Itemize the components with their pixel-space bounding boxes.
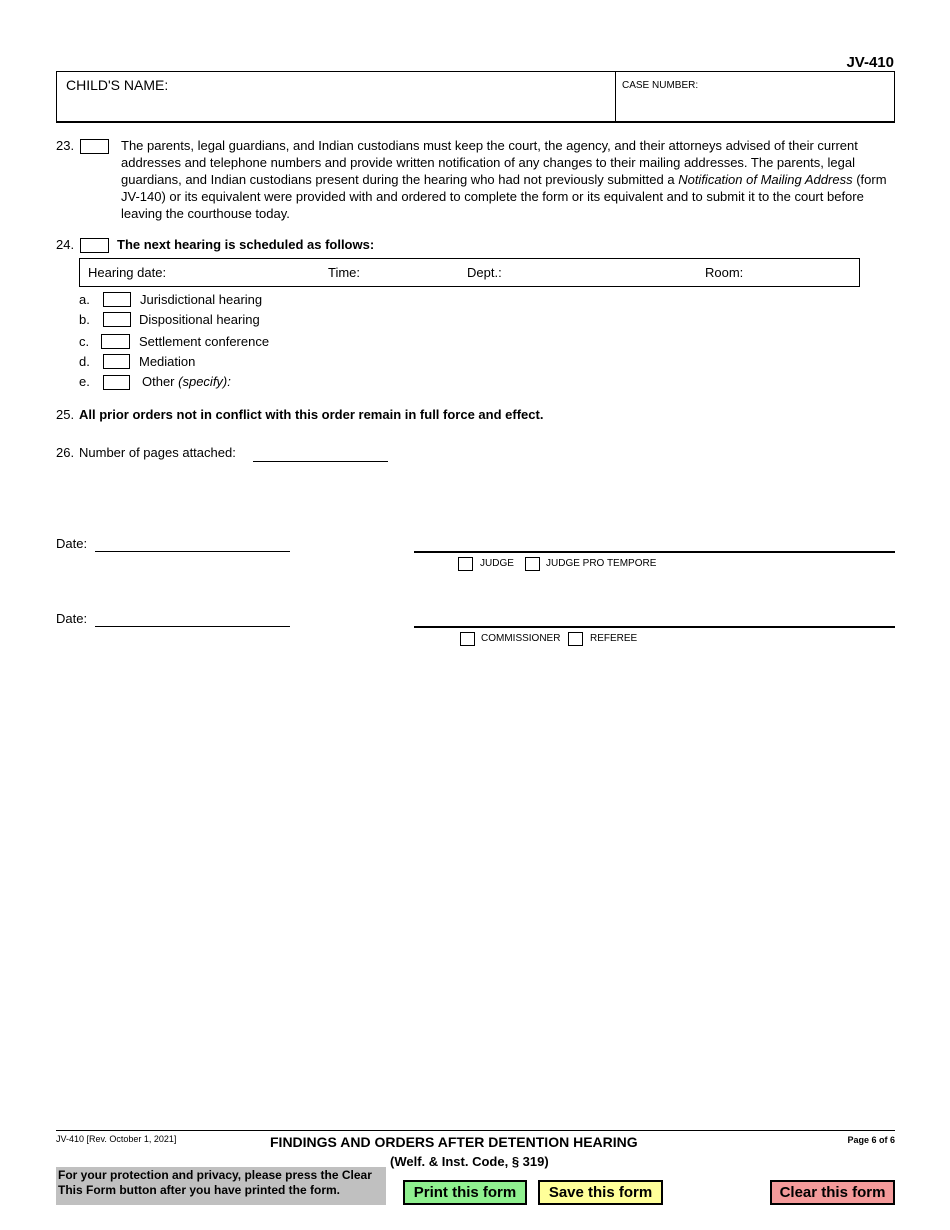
save-button[interactable]: Save this form xyxy=(538,1180,663,1205)
child-name-field[interactable] xyxy=(57,72,616,122)
judge-pro-tempore-label: JUDGE PRO TEMPORE xyxy=(546,558,657,569)
jurisdictional-hearing-checkbox[interactable] xyxy=(103,292,131,307)
item-26-label: Number of pages attached: xyxy=(79,445,236,460)
date-field-2[interactable] xyxy=(95,626,290,627)
hearing-details-box xyxy=(79,258,860,287)
header-box xyxy=(56,71,895,123)
judge-label: JUDGE xyxy=(480,558,514,569)
judge-pro-tempore-checkbox[interactable] xyxy=(525,557,540,571)
referee-label: REFEREE xyxy=(590,633,638,644)
pages-attached-field[interactable] xyxy=(253,461,388,462)
option-label: Settlement conference xyxy=(139,334,270,349)
item-26-number: 26. xyxy=(56,445,75,460)
date-label: Date: xyxy=(56,611,88,626)
referee-checkbox[interactable] xyxy=(568,632,583,646)
dept-label: Dept.: xyxy=(467,265,502,280)
mediation-checkbox[interactable] xyxy=(103,354,130,369)
item-23-text-part2: (form JV-140) or its equivalent were provided with and ordered to complete the form or its equivalent and to submit it to the court before leaving the courthouse today. xyxy=(121,172,887,221)
settlement-conference-checkbox[interactable] xyxy=(101,334,130,349)
judge-checkbox[interactable] xyxy=(458,557,473,571)
item-24-checkbox[interactable] xyxy=(80,238,109,253)
option-letter: e. xyxy=(79,374,90,389)
commissioner-label: COMMISSIONER xyxy=(481,633,561,644)
print-button[interactable]: Print this form xyxy=(403,1180,527,1205)
date-label: Date: xyxy=(56,536,88,551)
signature-line-1[interactable] xyxy=(414,551,895,553)
option-label: Jurisdictional hearing xyxy=(140,292,263,307)
item-23-text xyxy=(121,137,896,222)
hearing-date-label: Hearing date: xyxy=(88,265,167,280)
option-letter: b. xyxy=(79,312,90,327)
child-name-label: CHILD'S NAME: xyxy=(66,77,169,93)
option-label: Mediation xyxy=(139,354,196,369)
footer-revision: JV-410 [Rev. October 1, 2021] xyxy=(56,1134,177,1144)
other-checkbox[interactable] xyxy=(103,375,130,390)
specify-label: (specify): xyxy=(178,374,231,389)
item-24-number: 24. xyxy=(56,237,75,252)
other-label: Other xyxy=(142,374,175,389)
clear-button[interactable]: Clear this form xyxy=(770,1180,895,1205)
item-24-title: The next hearing is scheduled as follows: xyxy=(117,237,375,252)
case-number-label: CASE NUMBER: xyxy=(622,80,699,91)
item-23-text-italic: Notification of Mailing Address xyxy=(678,172,853,187)
item-25-text: All prior orders not in conflict with this order remain in full force and effect. xyxy=(79,407,544,422)
footer-title: FINDINGS AND ORDERS AFTER DETENTION HEARING xyxy=(270,1134,638,1150)
privacy-note: For your protection and privacy, please press the Clear This Form button after you have printed the form. xyxy=(56,1167,386,1205)
option-letter: c. xyxy=(79,334,90,349)
item-23-text-part1: The parents, legal guardians, and Indian custodians must keep the court, the agency, and their attorneys advised of their current addresses and telephone numbers and provide written notification of any changes to their mailing addresses. The parents, legal guardians, and Indian custodians present during the hearing who had not previously submitted a xyxy=(121,138,858,187)
form-code: JV-410 xyxy=(846,54,894,71)
case-number-field[interactable] xyxy=(616,72,894,122)
option-letter: d. xyxy=(79,354,90,369)
signature-line-2[interactable] xyxy=(414,626,895,628)
footer-code: (Welf. & Inst. Code, § 319) xyxy=(390,1154,549,1169)
option-label: Dispositional hearing xyxy=(139,312,260,327)
item-23-number: 23. xyxy=(56,138,75,153)
item-23-checkbox[interactable] xyxy=(80,139,109,154)
dispositional-hearing-checkbox[interactable] xyxy=(103,312,131,327)
option-letter: a. xyxy=(79,292,90,307)
room-label: Room: xyxy=(705,265,744,280)
footer-rule xyxy=(56,1130,895,1131)
commissioner-checkbox[interactable] xyxy=(460,632,475,646)
footer-page: Page 6 of 6 xyxy=(847,1135,895,1145)
option-label xyxy=(142,373,231,390)
item-25-number: 25. xyxy=(56,407,75,422)
date-field-1[interactable] xyxy=(95,551,290,552)
time-label: Time: xyxy=(328,265,361,280)
